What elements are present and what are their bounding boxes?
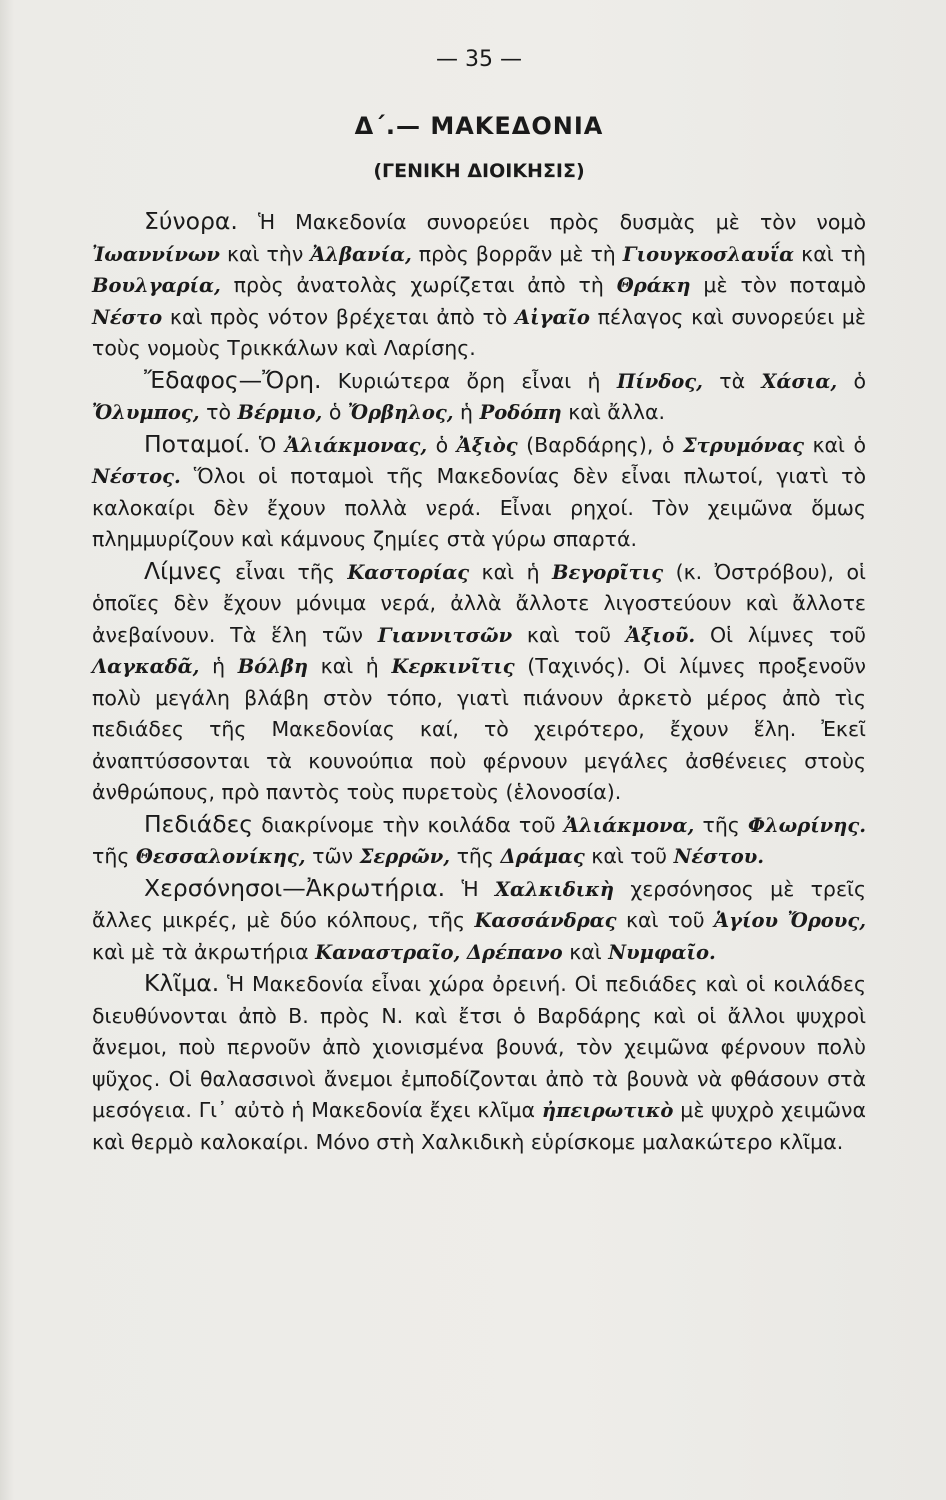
body-text — [92, 206, 866, 1158]
text-run: καὶ μὲ τὰ ἀκρωτήρια — [92, 939, 316, 964]
text-run: καὶ τοῦ — [616, 908, 715, 932]
place-name: Ἰωαννίνων — [92, 242, 220, 266]
text-run: καὶ τοῦ — [512, 622, 626, 647]
text-run: ἡ — [199, 654, 238, 678]
text-block — [92, 40, 866, 1158]
place-name: Καστορίας — [347, 560, 470, 584]
place-name: Δρέπανο — [466, 940, 563, 964]
text-run: Ἡ Μακεδονία συνορεύει πρὸς δυσμὰς μὲ τὸν νομὸ — [237, 210, 866, 234]
place-name: Βέρμιο, — [237, 401, 323, 424]
place-name: Ἁγίου Ὄρους, — [714, 909, 866, 932]
place-name: Γιουγκοσλαυΐα — [622, 242, 795, 266]
emphasis-term: ἠπειρωτικὸ — [541, 1099, 674, 1122]
place-name: Νυμφαῖο. — [608, 940, 716, 964]
text-run: (Βαρδάρης), ὁ — [517, 432, 683, 457]
text-run: τὸ — [199, 400, 238, 424]
text-run: ὁ — [837, 368, 867, 393]
text-run: Ἡ Μακεδονία εἶναι χώρα ὀρεινή. Οἱ πεδιάδες καὶ οἱ κοιλάδες διευθύνονται ἀπὸ Β. πρὸς Ν. καὶ ἔτσι ὁ Βαρδάρης καὶ οἱ ἄλλοι ψυχροὶ ἄνεμοι, ποὺ περνοῦν ἀπὸ χιονισμένα βουνά, τὸν χειμῶνα φέρνουν πολὺ ψῦχος. Οἱ θαλασσινοὶ ἄνεμοι ἐμποδίζονται ἀπὸ τὰ βουνὰ νὰ φθάσουν στὰ μεσόγεια. Γι᾿ αὐτὸ ἡ Μακεδονία ἔχει κλῖμα — [92, 972, 866, 1122]
paragraph-peninsulas — [92, 873, 866, 969]
text-run: καὶ ἡ — [308, 654, 392, 678]
place-name: Καναστραῖο, — [315, 940, 461, 964]
page-number: — 35 — — [436, 47, 522, 72]
paragraph-lakes — [92, 556, 866, 809]
place-name: Βεγορῖτις — [552, 560, 664, 584]
text-run: καὶ ἡ — [469, 559, 553, 584]
paragraph-heading: Ποταμοί. — [144, 429, 251, 458]
place-name: Θεσσαλονίκης, — [135, 845, 306, 868]
text-run: μὲ τὸν ποταμὸ — [690, 273, 866, 297]
place-name: Σερρῶν, — [359, 845, 451, 868]
paragraph-heading: Ἔδαφος—Ὄρη. — [144, 365, 322, 394]
text-run: Ἡ — [445, 876, 495, 901]
text-run: εἶναι τῆς — [222, 559, 348, 584]
text-run: (κ. Ὀστρόβου), οἱ ὁποῖες δὲν ἔχουν μόνιμα νερά, ἀλλὰ ἄλλοτε λιγοστεύουν καὶ ἄλλοτε ἀνεβαίνουν. Τὰ ἕλη τῶν — [92, 559, 866, 647]
text-run: πέλαγος καὶ συνορεύει μὲ τοὺς νομοὺς Τρικκάλων καὶ Λαρίσης. — [92, 304, 866, 360]
paragraph-climate — [92, 968, 866, 1158]
text-run: ὁ — [322, 400, 348, 424]
place-name: Ἀλβανία, — [310, 242, 412, 266]
paragraph-plains — [92, 809, 866, 873]
place-name: Βουλγαρία, — [92, 274, 221, 297]
text-run: τῆς — [450, 844, 501, 868]
place-name: Νέστο — [92, 305, 163, 329]
text-run: καὶ τὴ — [794, 241, 866, 266]
paragraph-heading: Λίμνες — [144, 556, 223, 585]
text-run: καὶ ἄλλα. — [561, 400, 666, 424]
place-name: Θράκη — [616, 274, 691, 297]
text-run: τῶν — [305, 844, 360, 868]
text-run: χερσόνησος μὲ τρεῖς ἄλλες μικρές, μὲ δύο κόλπους, τῆς — [92, 876, 866, 932]
paragraph-heading: Σύνορα. — [144, 207, 238, 235]
place-name: Κερκινῖτις — [391, 655, 515, 678]
paragraph-terrain — [92, 365, 866, 429]
place-name: Αἰγαῖο — [515, 305, 590, 329]
place-name: Στρυμόνας — [682, 433, 804, 457]
text-run: πρὸς βορρᾶν μὲ τὴ — [411, 241, 623, 266]
place-name: Δράμας — [500, 845, 585, 868]
text-run: καὶ τοῦ — [584, 844, 674, 868]
place-name: Ροδόπη — [479, 401, 562, 424]
place-name: Κασσάνδρας — [474, 909, 617, 932]
text-run: καὶ τὴν — [219, 241, 311, 266]
place-name: Νέστου. — [673, 845, 765, 868]
text-run: Ὁ — [250, 432, 285, 457]
place-name: Νέστος. — [92, 465, 181, 488]
paragraph-heading: Χερσόνησοι—Ἀκρωτήρια. — [144, 873, 446, 902]
place-name: Ὄρβηλος, — [347, 401, 454, 424]
place-name: Ἀξιὸς — [456, 433, 518, 457]
text-run: πρὸς ἀνατολὰς χωρίζεται ἀπὸ τὴ — [220, 273, 617, 297]
place-name: Ὄλυμπος, — [92, 401, 200, 424]
paragraph-heading: Πεδιάδες — [144, 809, 254, 838]
text-run: μὲ ψυχρὸ χειμῶνα καὶ θερμὸ καλοκαίρι. Μόνο στὴ Χαλκιδικὴ εὑρίσκομε μαλακώτερο κλῖμα. — [92, 1098, 866, 1154]
text-run: ἡ — [453, 400, 480, 424]
paragraph-heading: Κλῖμα. — [144, 969, 220, 997]
place-name: Ἀλιάκμονα, — [563, 813, 695, 837]
text-run: τῆς — [92, 844, 136, 868]
place-name: Φλωρίνης. — [748, 813, 867, 837]
text-run: τῆς — [694, 812, 749, 837]
text-run: διακρίνομε τὴν κοιλάδα τοῦ — [253, 812, 564, 837]
place-name: Χάσια, — [761, 369, 838, 393]
text-run: καὶ ὁ — [803, 432, 867, 457]
text-run: καὶ πρὸς νότον βρέχεται ἀπὸ τὸ — [162, 304, 516, 329]
text-run: ὁ — [427, 432, 457, 457]
text-run: Κυριώτερα ὄρη εἶναι ἡ — [321, 368, 617, 393]
text-run: Οἱ λίμνες τοῦ — [695, 622, 867, 647]
text-run: Ὅλοι οἱ ποταμοὶ τῆς Μακεδονίας δὲν εἶναι πλωτοί, γιατὶ τὸ καλοκαίρι δὲν ἔχουν πολλὰ νερά. Εἶναι ρηχοί. Τὸν χειμῶνα ὅμως πλημμυρίζουν καὶ κάμνους ζημίες στὰ γύρω σπαρτά. — [92, 464, 866, 551]
place-name: Γιαννιτσῶν — [377, 623, 513, 647]
chapter-title: Δ΄.— ΜΑΚΕΔΟΝΙΑ — [354, 112, 604, 140]
paragraph-rivers — [92, 429, 866, 556]
text-run: καὶ — [562, 939, 609, 964]
text-run: (Ταχινός). Οἱ λίμνες προξενοῦν πολὺ μεγάλη βλάβη στὸν τόπο, γιατὶ πιάνουν ἀρκετὸ μέρος ἀπὸ τὶς πεδιάδες τῆς Μακεδονίας καί, τὸ χειρότερο, ἔχουν ἕλη. Ἐκεῖ ἀναπτύσσονται τὰ κουνούπια ποὺ φέρνουν μεγάλες ἀσθένειες στοὺς ἀνθρώπους, πρὸ παντὸς τοὺς πυρετοὺς (ἑλονοσία). — [92, 654, 867, 804]
place-name: Ἀλιάκμονας, — [284, 433, 428, 457]
place-name: Ἀξιοῦ. — [625, 623, 696, 647]
chapter-subtitle: (ΓΕΝΙΚΗ ΔΙΟΙΚΗΣΙΣ) — [373, 160, 585, 182]
place-name: Βόλβη — [237, 655, 308, 678]
place-name: Λαγκαδᾶ, — [92, 655, 200, 678]
paragraph-borders — [92, 206, 866, 365]
place-name: Χαλκιδικὴ — [494, 877, 615, 901]
place-name: Πίνδος, — [616, 369, 703, 393]
text-run: τὰ — [702, 368, 762, 393]
